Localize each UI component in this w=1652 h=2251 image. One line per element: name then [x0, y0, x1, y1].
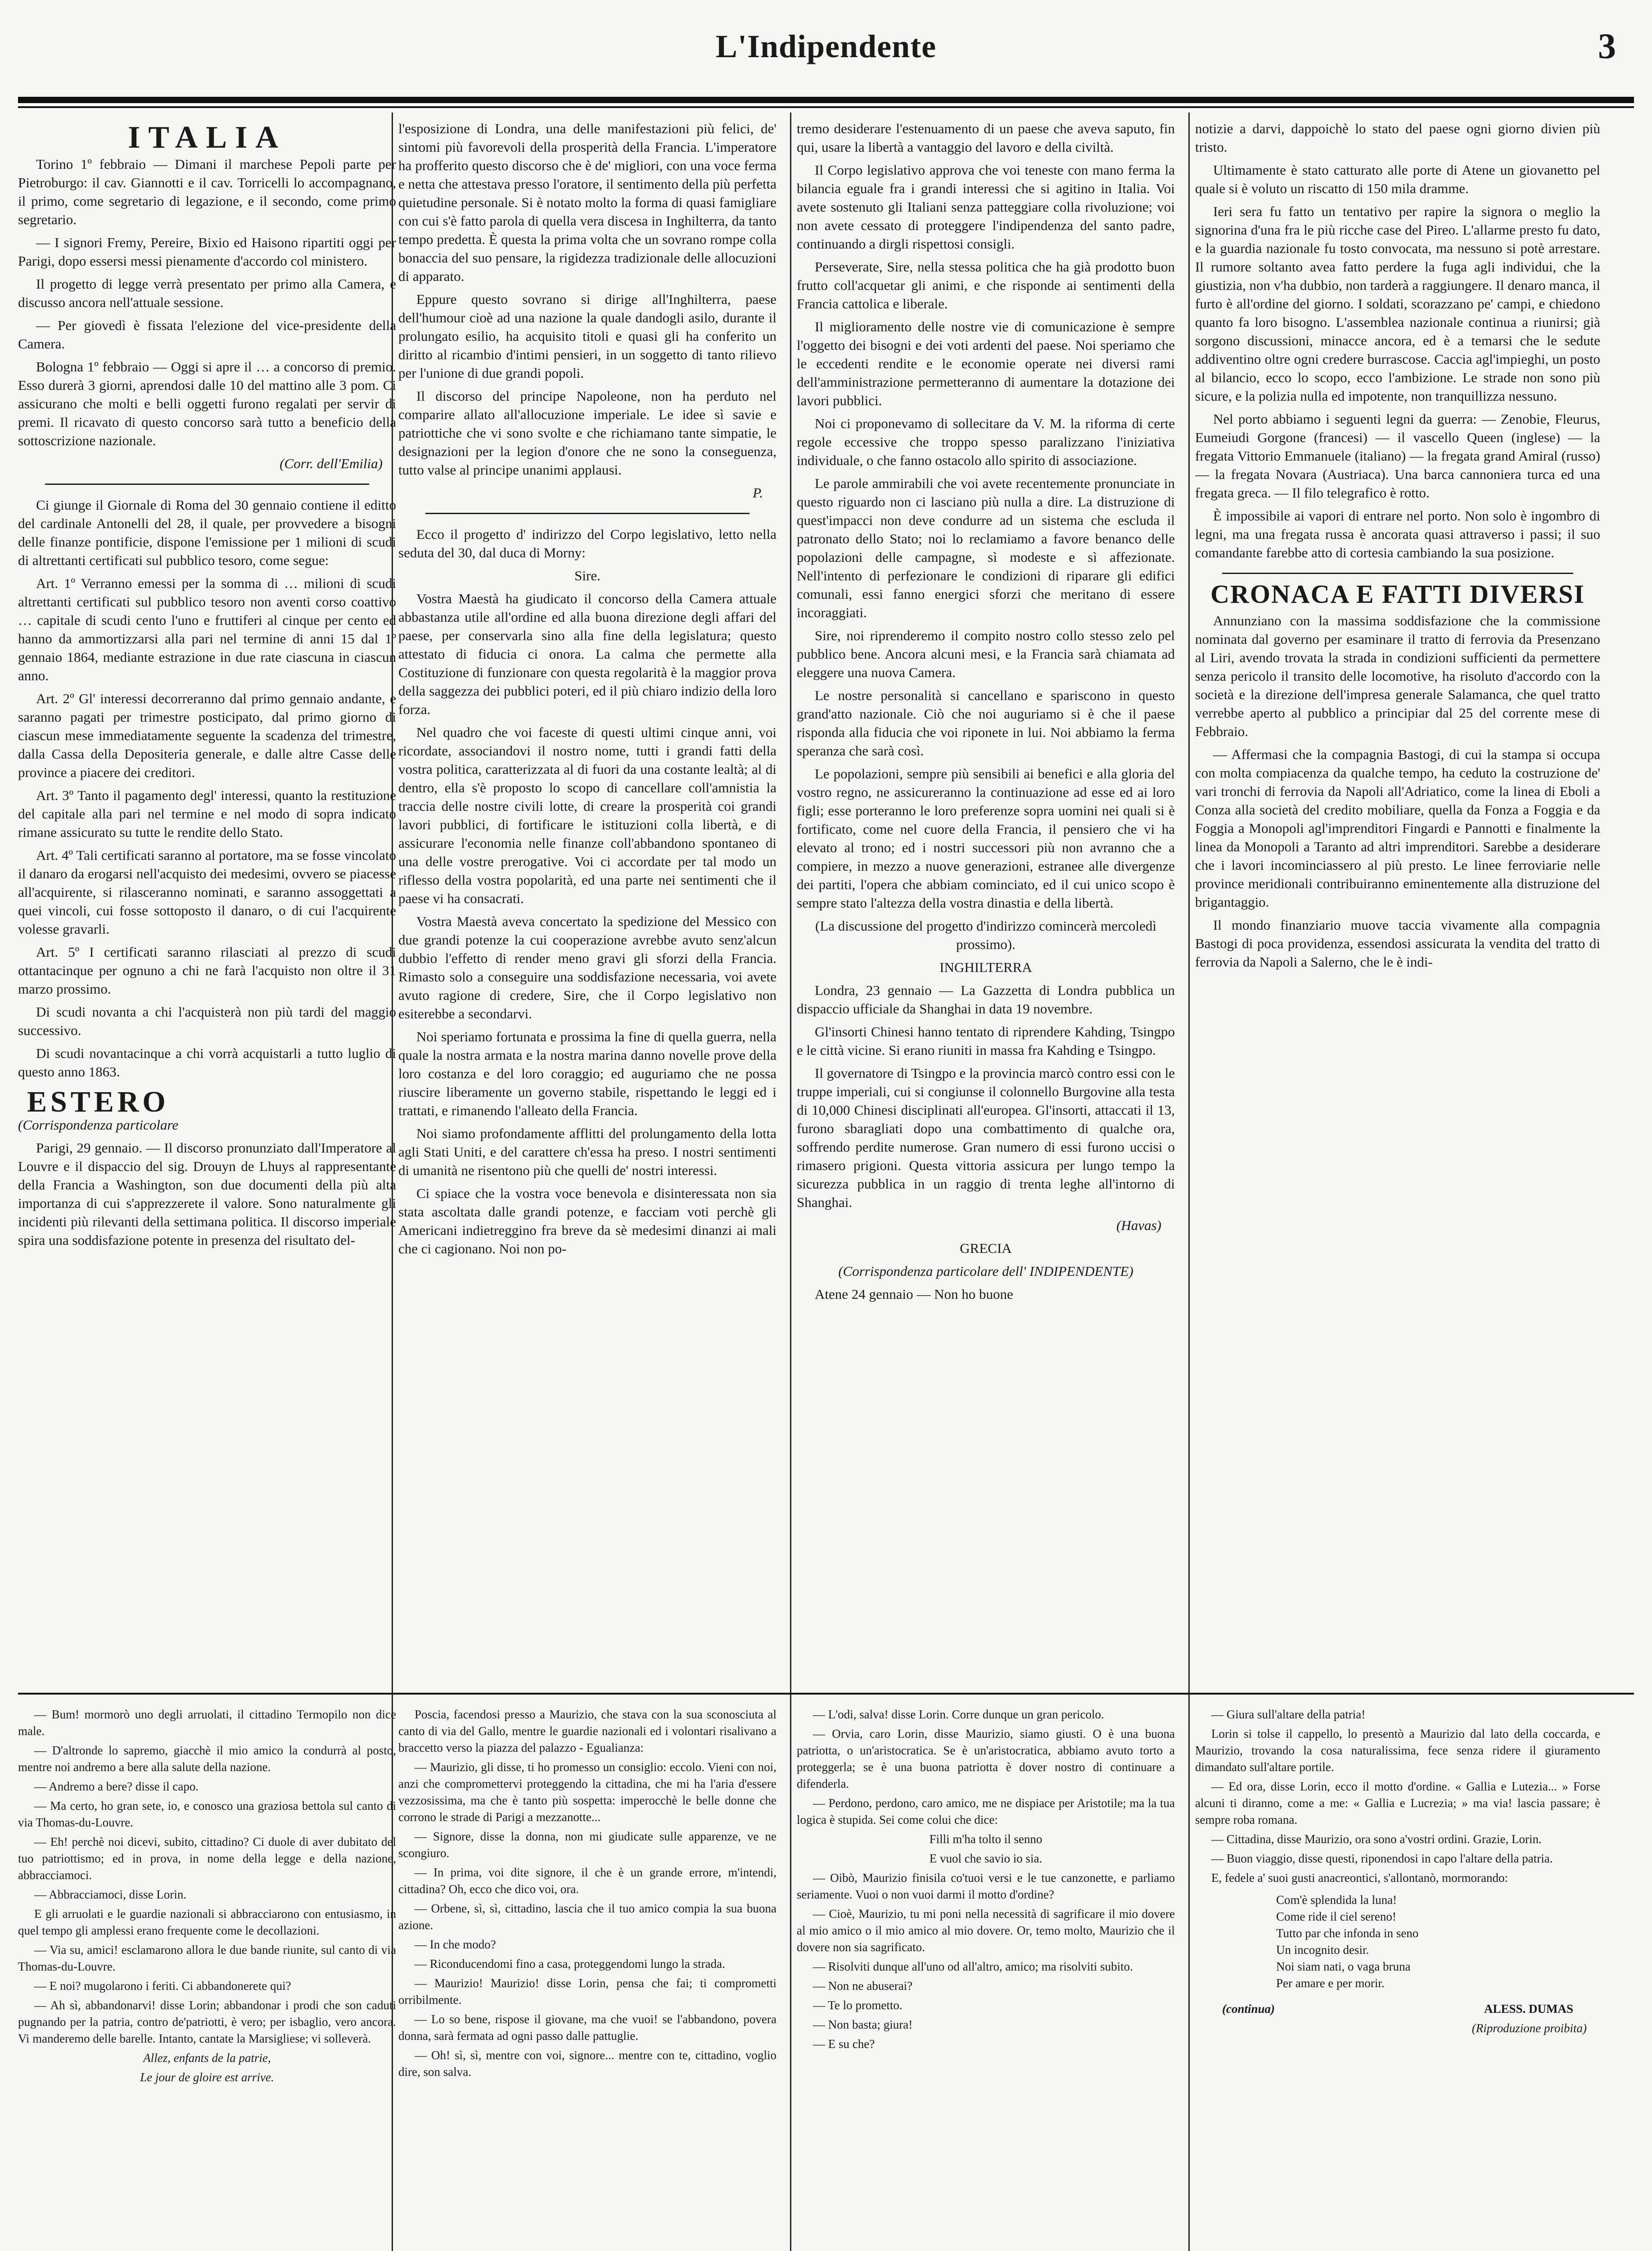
article-paragraph: Di scudi novantacinque a chi vorrà acquistarli a tutto luglio di questo anno 1863.: [18, 1045, 396, 1080]
poem-line: Come ride il ciel sereno!: [1276, 1910, 1396, 1923]
article-paragraph: Gl'insorti Chinesi hanno tentato di riprendere Kahding, Tsingpo e le città vicine. Si erano riuniti in massa fra Kahding e Tsingpo.: [797, 1024, 1175, 1058]
article-paragraph: Art. 3º Tanto il pagamento degl' interessi, quanto la restituzione del capitale alla pari nel termine e nel modo di sopra indicato rimane assicurato su tutte le rendite dello Stato.: [18, 787, 396, 840]
article-paragraph: — I signori Fremy, Pereire, Bixio ed Haisono ripartiti oggi per Parigi, dopo essersi messi pienamente d'accordo col ministero.: [18, 235, 396, 269]
article-paragraph: Eppure questo sovrano si dirige all'Inghilterra, paese dell'humour cioè ad una nazione la quale dandogli asilo, durante il prolungato esilio, ha acquisito titoli e quasi gli ha conferito un diritto al ricambio d'intimi pensieri, in un soggetto di tanto rilievo per l'unione di due grandi popoli.: [398, 291, 776, 381]
feuilleton-line: — Oh! sì, sì, mentre con voi, signore... mentre con te, cittadino, voglio dire, son salva.: [398, 2048, 776, 2079]
feuilleton-line: — In prima, voi dite signore, il che è un grande errore, m'intendi, cittadina? Oh, ecco che dico voi, ora.: [398, 1866, 776, 1896]
feuilleton-line: Lorin si tolse il cappello, lo presentò a Maurizio dal lato della coccarda, e Maurizio, trovando la cosa naturalissima, fece senza ridere il giuramento dimandato sull'altare portile.: [1195, 1727, 1600, 1774]
newspaper-title: L'Indipendente: [715, 28, 937, 64]
article-paragraph: l'esposizione di Londra, una delle manifestazioni più felici, de' sintomi più favorevoli della prosperità della Francia. L'imperatore ha profferito questo discorso che è de' migliori, con una voce ferma e netta che attestava presso l'oratore, il sentimento della più perfetta quietudine personale. Si è notato molto la forma di quasi famigliare con cui s'è fatto parola di quella vera discesa in Inghilterra, da tanto tempo predetta. È questa la prima volta che un sovrano rompe colla bonaccia del suo pensare, la rigidezza tradizionale delle allocuzioni di apparato.: [398, 121, 776, 284]
article-paragraph: Il mondo finanziario muove taccia vivamente alla compagnia Bastogi di poca providenza, essendosi assicurata la vendita del tratto di ferrovia da Napoli a Salerno, che le è indi-: [1195, 917, 1600, 970]
signature: P.: [753, 485, 763, 501]
feuilleton-line: — Eh! perchè noi dicevi, subito, cittadino? Ci duole di aver dubitato del tuo patriottismo; ed in prova, in nome della legge e della nazione, abbracciamoci.: [18, 1835, 396, 1882]
reproduction-notice: (Riproduzione proibita): [1471, 2021, 1587, 2035]
feuilleton-line: — Riconducendomi fino a casa, proteggendomi lungo la strada.: [415, 1957, 725, 1971]
feuilleton-line: — Perdono, perdono, caro amico, me ne dispiace per Aristotile; ma la tua logica è stupida. Sei come colui che dice:: [797, 1796, 1175, 1826]
header-rule: [18, 97, 1634, 103]
article-paragraph: Noi siamo profondamente afflitti del prolungamento della lotta agli Stati Uniti, e del carattere ch'essa ha preso. I nostri sentimenti di umanità ne risentono più che quelli de' nostri interessi.: [398, 1126, 776, 1178]
separator: [425, 513, 749, 514]
poem-line: Per amare e per morir.: [1276, 1976, 1385, 1990]
correspondence-label: (Corrispondenza particolare dell' INDIPENDENTE): [838, 1263, 1133, 1279]
feuilleton-column-1: [18, 1706, 396, 2251]
feuilleton-line: — Bum! mormorò uno degli arruolati, il cittadino Termopilo non dice male.: [18, 1708, 396, 1738]
feuilleton-line: E, fedele a' suoi gusti anacreontici, s'allontanò, mormorando:: [1211, 1871, 1508, 1885]
masthead: [18, 18, 1634, 95]
article-paragraph: Art. 1º Verranno emessi per la somma di … milioni di scudi altrettanti certificati sul pubblico tesoro non aventi corso coattivo … capitale di scudi cento l'uno e fruttiferi al cinque per cento ed hanno da ammortizzarsi alla pari nel termine di anni 15 dal 1º gennaio 1864, mediante estrazione in due rate ciascuna in ciascun anno.: [18, 575, 396, 683]
article-paragraph: — Affermasi che la compagnia Bastogi, di cui la stampa si occupa con molta compiacenza da qualche tempo, ha ceduto la costruzione de' vari tronchi di ferrovia da Napoli all'Adriatico, come la linea di Eboli a Conza alla società del credito mobiliare, quella da Fonza a Foggia e da Foggia a Monopoli agl'imprenditori Fingardi e Pannotti e finalmente la linea da Monopoli a Taranto ad altri imprenditori. Sarebbe a desiderare che i lavori incominciassero al più presto. Le linee ferroviarie nelle province meridionali contribuiranno eminentemente alla distruzione del brigantaggio.: [1195, 746, 1600, 910]
poem-line: Tutto par che infonda in seno: [1276, 1926, 1419, 1940]
feuilleton-line: — Maurizio, gli disse, ti ho promesso un consiglio: eccolo. Vieni con noi, anzi che compromettervi proteggendo la cittadina, che mi ha l'aria d'essere vezzosissima, ma che è tanto più sospetta: imperocchè le belle donne che corrono le strade di Parigi a mezzanotte...: [398, 1760, 776, 1824]
source-credit: (Corr. dell'Emilia): [280, 456, 383, 471]
continua-label: (continua): [1222, 2002, 1275, 2016]
feuilleton-line: — Non basta; giura!: [813, 2018, 913, 2031]
feuilleton-line: — Orbene, sì, sì, cittadino, lascia che il tuo amico compia la sua buona azione.: [398, 1902, 776, 1932]
article-paragraph: Ultimamente è stato catturato alle porte di Atene un giovanetto pel quale si è voluto un riscatto di 150 mila dramme.: [1195, 162, 1600, 196]
article-paragraph: Sire, noi riprenderemo il compito nostro collo stesso zelo pel pubblico bene. Ancora alcuni mesi, e la Francia sarà chiamata ad eleggere una nuova Camera.: [797, 628, 1175, 680]
article-paragraph: Il miglioramento delle nostre vie di comunicazione è sempre l'oggetto dei bisogni e dei voti ardenti del paese. Noi speriamo che le eccedenti rendite e le economie operate nei diversi rami dell'amministrazione permetteranno di aumentare la dotazione dei lavori pubblici.: [797, 319, 1175, 408]
feuilleton-line: — E noi? mugolarono i feriti. Ci abbandonerete qui?: [34, 1979, 291, 1993]
article-paragraph: Vostra Maestà aveva concertato la spedizione del Messico con due grandi potenze la cui cooperazione avrebbe avuto senz'alcun dubbio l'effetto di render meno gravi gli sforzi della Francia. Rimasto solo a conseguire una soddisfazione necessaria, voi avete avuto ragione di credere, Sire, che il Corpo legislativo non esiterebbe a secondarvi.: [398, 913, 776, 1022]
feuilleton-line: — E su che?: [813, 2037, 875, 2051]
feuilleton-column-3: [797, 1706, 1175, 2251]
article-paragraph: Atene 24 gennaio — Non ho buone: [815, 1286, 1013, 1302]
feuilleton-line: E gli arruolati e le guardie nazionali si abbracciarono con entusiasmo, in quel tempo gli amplessi erano frequente come le decollazioni.: [18, 1907, 396, 1937]
feuilleton-line: — Giura sull'altare della patria!: [1211, 1708, 1366, 1721]
column-divider: [790, 113, 791, 2251]
header-rule-thin: [18, 106, 1634, 108]
feuilleton-line: — Risolviti dunque all'uno od all'altro, amico; ma risolviti subito.: [813, 1960, 1133, 1973]
article-paragraph: Parigi, 29 gennaio. — Il discorso pronunziato dall'Imperatore al Louvre e il dispaccio del sig. Drouyn de Lhuys al rappresentante della Francia a Washington, son due documenti della più alta importanza di cui s'apprezzerete il valore. Sono naturalmente gli incidenti più rilevanti della settimana politica. Il discorso imperiale spira una soddisfazione potente in presenza del risultato del-: [18, 1140, 396, 1248]
feuilleton-line: — L'odi, salva! disse Lorin. Corre dunque un gran pericolo.: [813, 1708, 1104, 1721]
section-heading-italia: ITALIA: [128, 120, 286, 155]
article-paragraph: Il governatore di Tsingpo e la provincia marcò contro essi con le truppe imperiali, cui si congiunse il colonnello Burgovine alla testa di 10,000 Chinesi disciplinati all'europea. Gl'insorti, attaccati il 13, furono sbaragliati dopo una combattimento di qualche ora, soffrendo perdite numerose. Gran numero di essi furono uccisi o rimasero prigioni. Questa vittoria assicura per lungo tempo la sicurezza pubblica in un raggio di trenta leghe all'intorno di Shanghai.: [797, 1065, 1175, 1210]
article-paragraph: notizie a darvi, dappoichè lo stato del paese ogni giorno divien più tristo.: [1195, 121, 1600, 155]
feuilleton-line: — Ah sì, abbandonarvi! disse Lorin; abbandonar i prodi che son caduti pugnando per la patria, contro de'patriotti, è vero; per isbaglio, vero ancora. Vi manderemo delle barelle. Intanto, cantate la Marsigliese; vi solleverà.: [18, 1998, 396, 2045]
feuilleton-rule: [18, 1693, 1634, 1695]
salutation: Sire.: [574, 568, 600, 583]
song-line: Allez, enfants de la patrie,: [143, 2051, 271, 2065]
verse-line: Filli m'ha tolto il senno: [929, 1832, 1043, 1846]
feuilleton-line: — Buon viaggio, disse questi, riponendosi in capo l'altare della patria.: [1211, 1852, 1553, 1865]
feuilleton-line: — Oibò, Maurizio finisila co'tuoi versi e le tue canzonette, e parliamo seriamente. Vuoi o non vuoi darmi il motto d'ordine?: [797, 1871, 1175, 1901]
feuilleton-line: — Andremo a bere? disse il capo.: [34, 1780, 199, 1793]
feuilleton-line: — Cittadina, disse Maurizio, ora sono a'vostri ordini. Grazie, Lorin.: [1211, 1832, 1542, 1846]
feuilleton-line: — Cioè, Maurizio, tu mi poni nella necessità di sagrificare il mio dovere al mio amico o il mio amico al mio dovere. Or, temo molto, Maurizio che il dovere non sia sagrificato.: [797, 1907, 1175, 1954]
article-paragraph: Ci giunge il Giornale di Roma del 30 gennaio contiene il editto del cardinale Antonelli del 28, il quale, per provvedere a bisogni delle finanze pontificie, dispone l'emissione per 1 milioni di scudi di altrettanti certificati sul pubblico tesoro, come segue:: [18, 497, 396, 568]
feuilleton-column-2: [398, 1706, 776, 2251]
article-paragraph: — Per giovedì è fissata l'elezione del vice-presidente della Camera.: [18, 317, 396, 352]
article-paragraph: Il discorso del principe Napoleone, non ha perduto nel comparire allato all'allocuzione imperiale. Le idee sì savie e patriottiche che vi sono svolte e che richiamano tante simpatie, le designazioni per la legion d'onore che ne sono la conseguenza, tutto valse al principe unanimi applausi.: [398, 388, 776, 478]
section-heading-estero: ESTERO: [27, 1085, 169, 1118]
article-paragraph: tremo desiderare l'estenuamento di un paese che aveva saputo, fin qui, usare la libertà a vantaggio del lavoro e della civiltà.: [797, 121, 1175, 155]
article-paragraph: Il progetto di legge verrà presentato per primo alla Camera, e discusso ancora nell'attuale sessione.: [18, 276, 396, 310]
column-4: [1195, 119, 1600, 1681]
subsection-heading: GRECIA: [960, 1240, 1012, 1256]
column-divider: [1188, 113, 1190, 2251]
article-paragraph: Il Corpo legislativo approva che voi teneste con mano ferma la bilancia eguale fra i grandi interessi che si agitino in Italia. Voi avete sostenuto gli Italiani senza patteggiare colla rivoluzione; voi non avete cessato di proteggere l'indipendenza del santo padre, continuando a dirgli rispettosi consigli.: [797, 162, 1175, 252]
feuilleton-line: — Via su, amici! esclamarono allora le due bande riunite, sul canto di via Thomas-du-Louvre.: [18, 1943, 396, 1973]
article-paragraph: Le parole ammirabili che voi avete recentemente pronunciate in questo riguardo non ci lasciano più nulla a dire. La distruzione di quest'impacci non deve condurre ad un sistema che escluda il patronato dello Stato; noi lo reclamiamo a favore benanco delle popolazioni delle campagne, sì modeste e sì affezionate. Nell'intento di perfezionare le condizioni di riparare gli edifici comunali, essi fanno energici sforzi che meritano di essere incoraggiati.: [797, 475, 1175, 620]
song-line: Le jour de gloire est arrive.: [140, 2070, 274, 2084]
feuilleton-line: — In che modo?: [415, 1938, 496, 1951]
feuilleton-line: — Signore, disse la donna, non mi giudicate sulle apparenze, ve ne scongiuro.: [398, 1830, 776, 1860]
feuilleton-column-4: [1195, 1706, 1600, 2251]
column-2: [398, 119, 776, 1681]
article-paragraph: Noi speriamo fortunata e prossima la fine di quella guerra, nella quale la nostra armata e la nostra marina danno novelle prove della loro costanza e del loro coraggio; ed auguriamo che ne possa riuscire liberamente un governo stabile, rispettando le leggi ed i trattati, e rimanendo l'alleato della Francia.: [398, 1029, 776, 1118]
feuilleton-line: — Non ne abuserai?: [813, 1979, 913, 1993]
article-paragraph: È impossibile ai vapori di entrare nel porto. Non solo è ingombro di legni, ma una fregata russa è ancorata quasi attraverso i passi; il suo comandante farebbe atto di cortesia cambiando la sua posizione.: [1195, 508, 1600, 560]
article-paragraph: Noi ci proponevamo di sollecitare da V. M. la riforma di certe regole eccessive che troppo spesso paralizzano l'iniziativa individuale, o che fanno ostacolo allo spirito di associazione.: [797, 416, 1175, 468]
separator: [45, 484, 369, 485]
article-paragraph: Ecco il progetto d' indirizzo del Corpo legislativo, letto nella seduta del 30, dal duca di Morny:: [398, 526, 776, 560]
article-paragraph: Le nostre personalità si cancellano e spariscono in questo grand'atto nazionale. Ciò che noi auguriamo si è che il paese risponda alla fiducia che voi riponete in lui. Noi abbiamo la ferma speranza che sarà così.: [797, 687, 1175, 759]
article-paragraph: Bologna 1º febbraio — Oggi si apre il … a concorso di premio. Esso durerà 3 giorni, aprendosi dalle 10 del mattino alle 3 pom. Ci assicurano che molti e belli oggetti furono regalati per servir di premi. Il ricavato di questo concorso sarà tutto a beneficio della sottoscrizione nazionale.: [18, 359, 396, 448]
poem-line: Noi siam nati, o vaga bruna: [1276, 1960, 1411, 1973]
article-paragraph: Vostra Maestà ha giudicato il concorso della Camera attuale abbastanza utile all'ordine ed alla buona direzione degli affari del paese, per conservarla sino alla fine della legislatura; questo attestato di fiducia ci onora. La calma che permette alla Costituzione di funzionare con questa regolarità è la maggior prova della saggezza dei pubblici poteri, ed il più chiaro indizio della loro forza.: [398, 591, 776, 717]
feuilleton-line: — D'altronde lo sapremo, giacchè il mio amico la condurrà al posto, mentre noi andremo a bere alla salute della nazione.: [18, 1744, 396, 1774]
section-heading-cronaca: CRONACA E FATTI DIVERSI: [1210, 579, 1585, 609]
feuilleton-line: — Lo so bene, rispose il giovane, ma che vuoi! se l'abbandono, povera donna, sarà fermata ad ogni passo dalle pattuglie.: [398, 2012, 776, 2043]
article-paragraph: Londra, 23 gennaio — La Gazzetta di Londra pubblica un dispaccio ufficiale da Shanghai in data 19 novembre.: [797, 982, 1175, 1017]
page-number: 3: [1598, 27, 1616, 66]
article-note: (La discussione del progetto d'indirizzo comincerà mercoledì prossimo).: [815, 918, 1156, 952]
feuilleton-line: — Ed ora, disse Lorin, ecco il motto d'ordine. « Gallia e Lutezia... » Forse alcuni ti diranno, come a me: « Gallia e Lucrezia; » ma via! lascia passare; è sempre roba romana.: [1195, 1780, 1600, 1826]
author-name: ALESS. DUMAS: [1484, 2002, 1573, 2016]
poem-line: Com'è splendida la luna!: [1276, 1893, 1397, 1907]
article-paragraph: Art. 2º Gl' interessi decorreranno dal primo gennaio andante, e saranno pagati per trimestre posticipato, dal primo giorno di ciascun mese immediatamente seguente la scadenza del trimestre, dalla Cassa della Depositeria generale, e dalle altre Casse delle province a piacere dei creditori.: [18, 691, 396, 780]
article-paragraph: Annunziano con la massima soddisfazione che la commissione nominata dal governo per esaminare il tratto di ferrovia da Presenzano al Liri, avendo trovata la strada in condizioni sufficienti da permettere senza pericolo il transito delle locomotive, ha risoluto d'accordo con la società e la direzione dell'impresa generale Salamanca, che quel tratto verrebbe aperto al pubblico a principiar dal 25 del corrente mese di Febbraio.: [1195, 613, 1600, 739]
column-1: [18, 119, 396, 1681]
column-3: [797, 119, 1175, 1681]
feuilleton-line: — Orvia, caro Lorin, disse Maurizio, siamo giusti. O è una buona patriotta, o un'aristocratica. Se è un'aristocratica, abbiamo avuto torto a proteggerla; se è una buona patriotta è dover nostro di continuare a difenderla.: [797, 1727, 1175, 1790]
article-paragraph: Art. 4º Tali certificati saranno al portatore, ma se fosse vincolato il danaro da erogarsi nell'acquisto dei medesimi, ovvero se piacesse all'acquirente, si rilasceranno nominati, e saranno assoggettati a quei vincoli, cui fosse sottoposto il danaro, o di cui l'acquirente volesse gravarli.: [18, 847, 396, 937]
article-paragraph: Le popolazioni, sempre più sensibili ai benefici e alla gloria del vostro regno, ne assicureranno la continuazione ad esse ed ai loro figli; esse porteranno le loro preferenze sopra uomini nei quali si è fortificato, come nel cuore della Francia, il pensiero che vi ha elevato al trono; ed i nostri successori più non avranno che a compiere, in mezzo a nuove generazioni, estranee alle divergenze dei partiti, l'opera che abbiam cominciato, ed il cui unico scopo è sempre stato l'altezza della vostra dinastia e della libertà.: [797, 766, 1175, 911]
feuilleton-line: — Maurizio! Maurizio! disse Lorin, pensa che fai; ti comprometti orribilmente.: [398, 1976, 776, 2007]
feuilleton-line: — Te lo prometto.: [813, 1998, 903, 2012]
article-paragraph: Nel quadro che voi faceste di questi ultimi cinque anni, voi ricordate, associandovi il nostro nome, tutti i grandi fatti della vostra politica, caratterizzata al di fuori da una costante lealtà; al di dentro, ella s'è proposto lo scopo di cancellare coll'amnistia la traccia delle nostre civili lotte, di creare la prosperità coi grandi lavori pubblici, di fortificare le istituzioni colla libertà, e di assicurare l'economia nelle finanze coll'abbandono spontaneo di una delle vostre prerogative. Voi ci accordate per tal modo un riflesso della vostra popolarità, ed una parte nei sentimenti che il paese vi ha consacrati.: [398, 724, 776, 906]
poem-line: Un incognito desir.: [1276, 1943, 1369, 1957]
poem: [1195, 1892, 1600, 1992]
article-paragraph: Di scudi novanta a chi l'acquisterà non più tardi del maggio successivo.: [18, 1004, 396, 1038]
subsection-heading: INGHILTERRA: [939, 959, 1032, 975]
source-credit: (Havas): [1116, 1217, 1161, 1233]
feuilleton-line: — Ma certo, ho gran sete, io, e conosco una graziosa bettola sul canto di via Thomas-du-Louvre.: [18, 1799, 396, 1829]
article-paragraph: Nel porto abbiamo i seguenti legni da guerra: — Zenobie, Fleurus, Eumeiudi Gorgone (francesi) — il vascello Queen (inglese) — la fregata Vittorio Emmanuele (italiano) — la fregata grand Amiral (russo) — la fregata Novara (Austriaca). Una barca cannoniera turca ed una fregata greca. — Il filo telegrafico è rotto.: [1195, 411, 1600, 501]
feuilleton-footer: [1195, 2001, 1600, 2017]
separator: [1222, 573, 1573, 574]
verse-line: E vuol che savio io sia.: [929, 1852, 1043, 1865]
article-paragraph: Ci spiace che la vostra voce benevola e disinteressata non sia stata ascoltata dalle grandi potenze, e facciam voti perchè gli Americani indietreggino fra breve da sè medesimi dinanzi ai mali che ci cagionano. Noi non po-: [398, 1185, 776, 1257]
feuilleton-line: Poscia, facendosi presso a Maurizio, che stava con la sua sconosciuta al canto di via del Gallo, mentre le guardie nazionali ed i volontari risalivano a braccetto verso la piazza del palazzo - Egualianza:: [398, 1708, 776, 1754]
article-paragraph: Ieri sera fu fatto un tentativo per rapire la signora o meglio la signorina d'una fra le più ricche case del Pireo. L'allarme presto fu dato, e la guardia nazionale fu tosto convocata, ma nessuno si potè arrestare. Il rumore soltanto avea fatto perdere la fuga agli individui, che la giustizia, non v'ha dubbio, non tarderà a raggiungere. Il denaro manca, il furto è all'ordine del giorno. I soldati, scorazzano pe' campi, e chiedono quanto fa loro bisogno. L'assemblea nazionale continua a riunirsi; già sorgono discussioni, minacce ancora, ed è a temarsi che le sedute addiventino oltre ogni credere burrascose. Caccia agl'impieghi, un posto al bilancio, ecco lo scopo, ecco l'ambizione. Le strade non sono più sicure, e la polizia nulla ed impotente, non tranquillizza nessuno.: [1195, 203, 1600, 404]
article-paragraph: Art. 5º I certificati saranno rilasciati al prezzo di scudi ottantacinque per ognuno a chi ne farà l'acquisto non oltre il 31 marzo prossimo.: [18, 944, 396, 997]
article-paragraph: Torino 1º febbraio — Dimani il marchese Pepoli parte per Pietroburgo: il cav. Giannotti e il cav. Torricelli lo accompagnano, il primo, come segretario di legazione, e il secondo, come primo segretario.: [18, 156, 396, 227]
feuilleton-line: — Abbracciamoci, disse Lorin.: [34, 1888, 187, 1901]
correspondence-label: (Corrispondenza particolare: [18, 1117, 179, 1133]
article-paragraph: Perseverate, Sire, nella stessa politica che ha già prodotto buon frutto coll'acquetar gli animi, e che risponde ai sentimenti della Francia cattolica e liberale.: [797, 259, 1175, 312]
